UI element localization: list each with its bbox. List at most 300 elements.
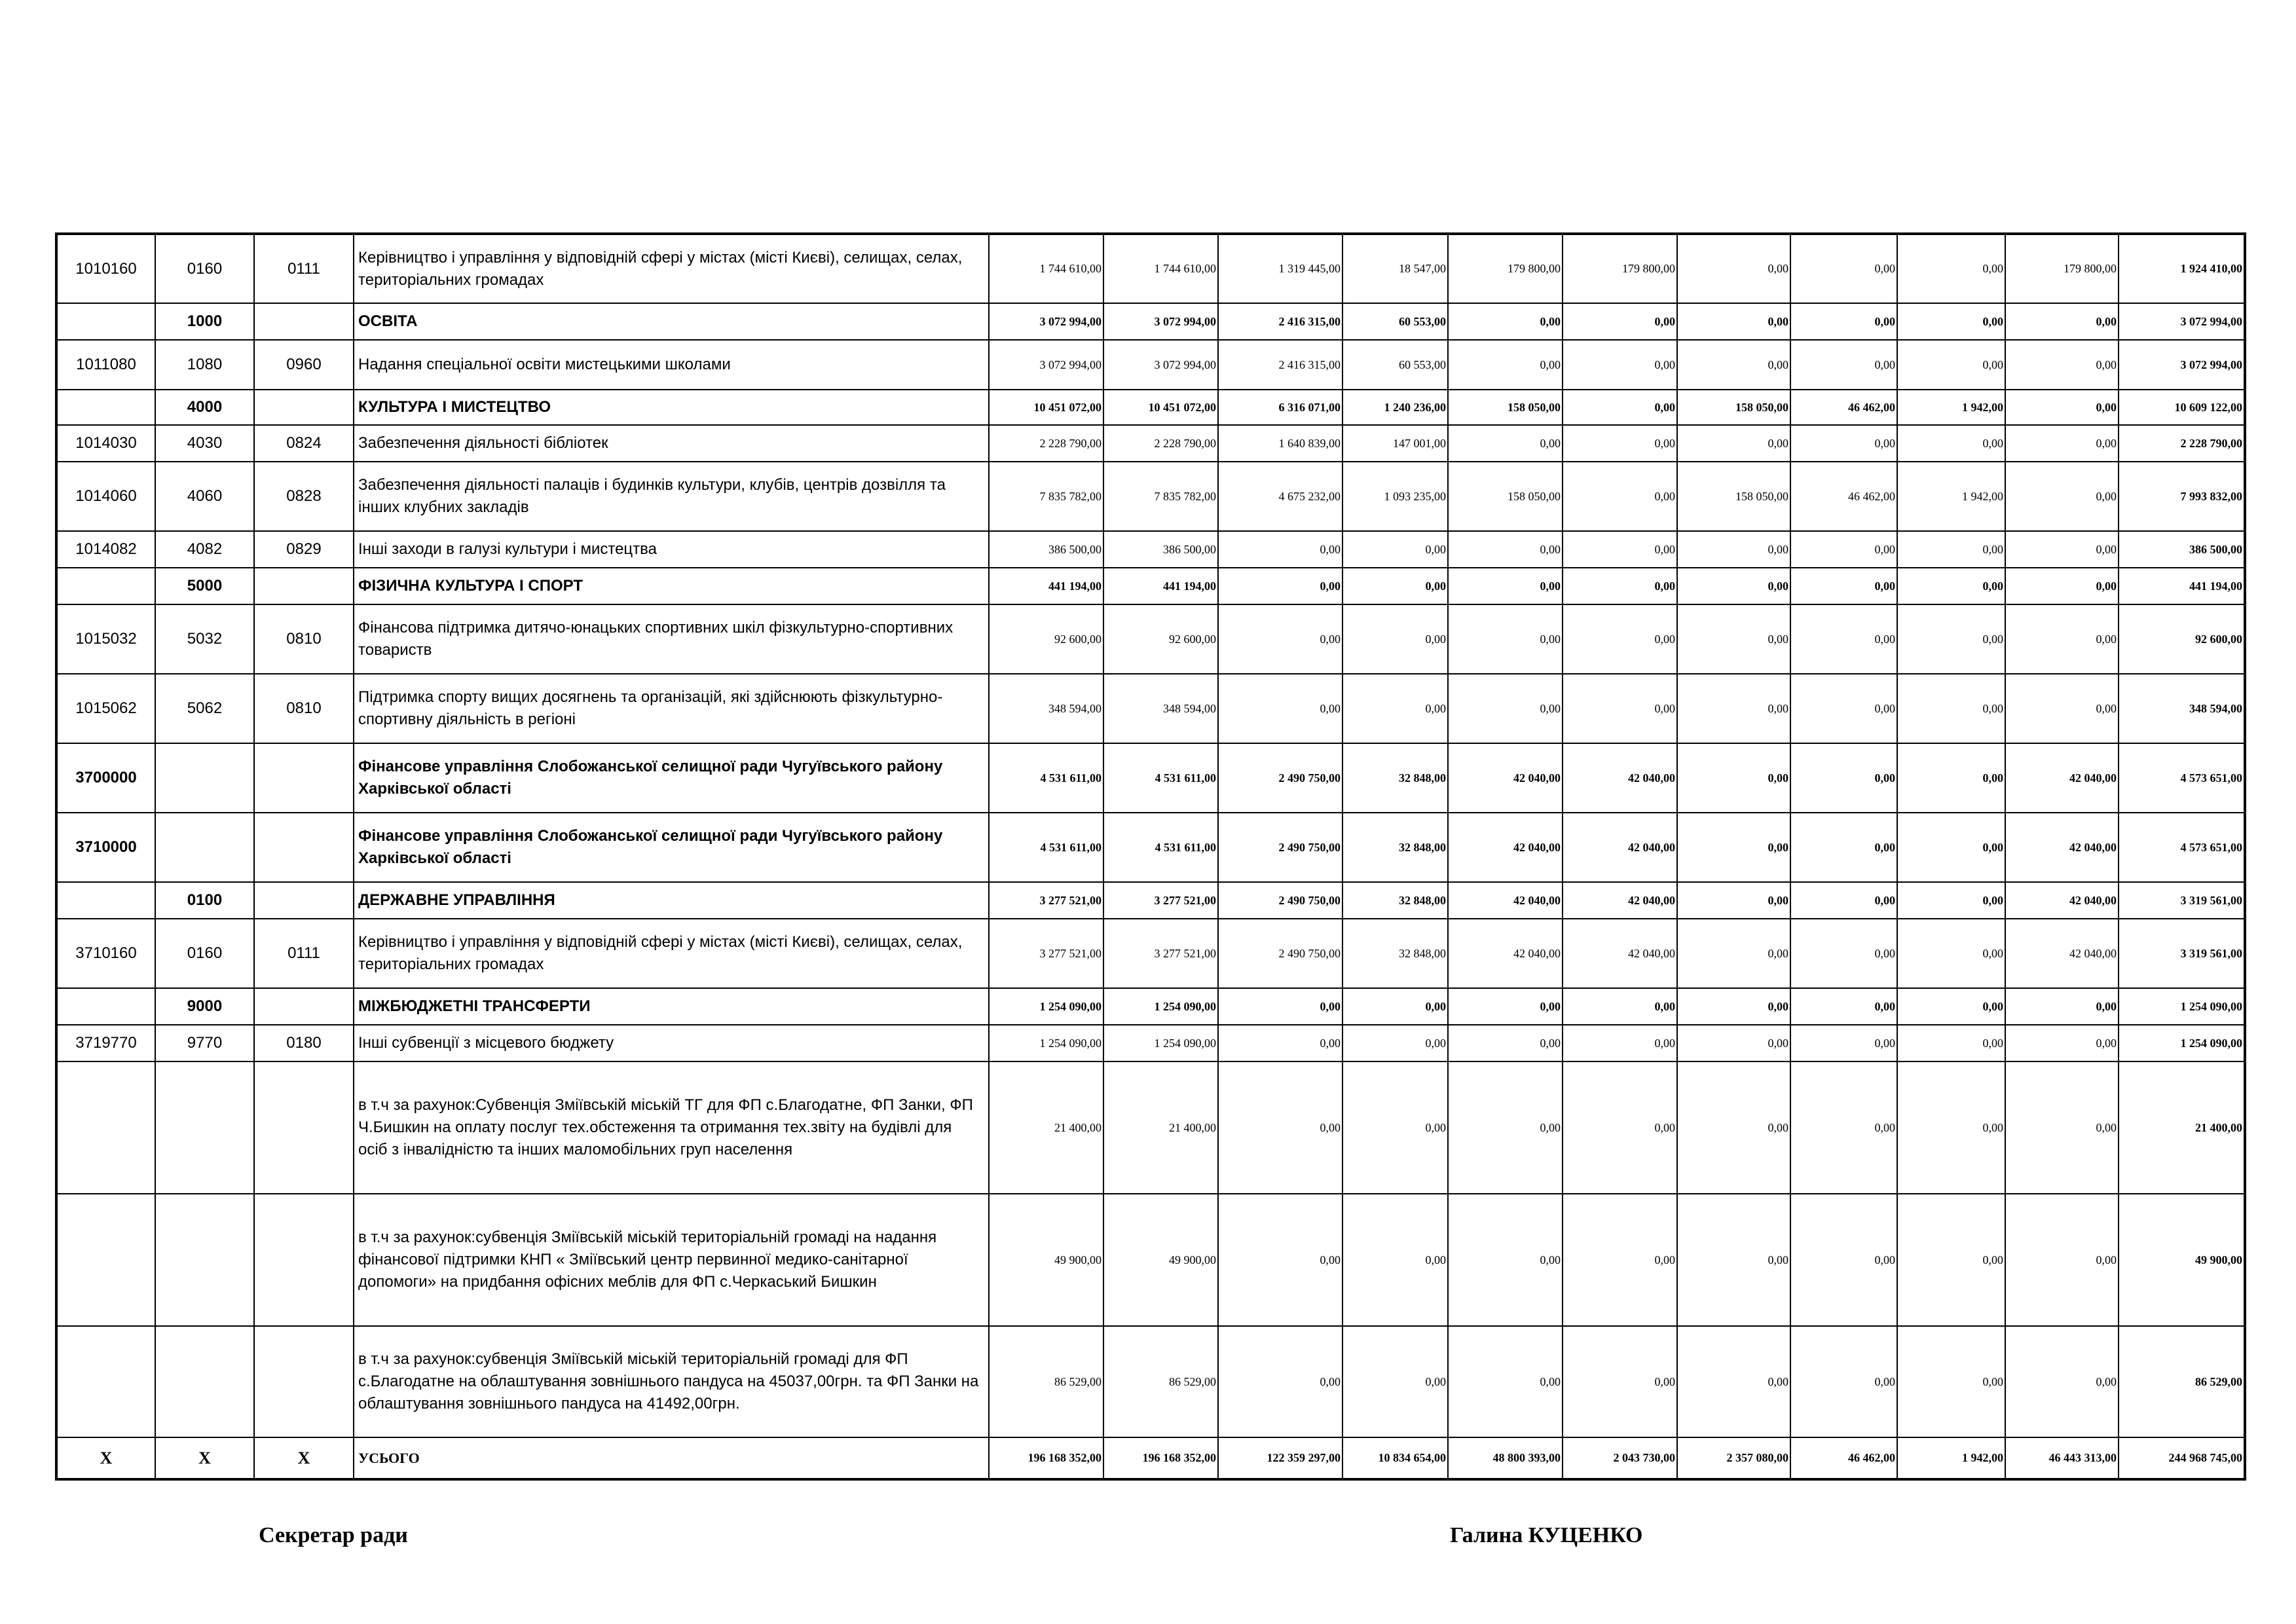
classification-code-cell: 0829	[254, 531, 354, 568]
amount-cell: 1 942,00	[1897, 462, 2005, 531]
amount-cell: 60 553,00	[1342, 340, 1448, 390]
classification-code-cell: 0111	[254, 919, 354, 988]
amount-cell: 441 194,00	[989, 568, 1103, 604]
amount-cell: 122 359 297,00	[1218, 1437, 1342, 1479]
amount-cell: 0,00	[1448, 1194, 1563, 1326]
amount-cell: 0,00	[2005, 303, 2119, 340]
amount-cell: 0,00	[1790, 813, 1897, 882]
amount-cell: 10 451 072,00	[989, 390, 1103, 425]
table-row	[56, 743, 2245, 813]
amount-cell: 0,00	[1897, 425, 2005, 462]
table-row	[56, 919, 2245, 988]
amount-cell: 0,00	[1342, 1326, 1448, 1437]
amount-cell: 1 744 610,00	[989, 234, 1103, 303]
program-code-cell: 3719770	[56, 1025, 155, 1061]
amount-cell: 0,00	[2005, 531, 2119, 568]
function-code-cell	[155, 813, 254, 882]
program-code-cell	[56, 568, 155, 604]
amount-cell: 2 357 080,00	[1677, 1437, 1790, 1479]
amount-cell: 48 800 393,00	[1448, 1437, 1563, 1479]
function-code-cell: 1000	[155, 303, 254, 340]
amount-cell: 46 462,00	[1790, 390, 1897, 425]
amount-cell: 0,00	[1790, 674, 1897, 743]
signature-person: Галина КУЦЕНКО	[1450, 1523, 1643, 1547]
amount-cell: 0,00	[1563, 674, 1677, 743]
amount-cell: 0,00	[1790, 988, 1897, 1025]
function-code-cell	[155, 1194, 254, 1326]
amount-cell: 86 529,00	[989, 1326, 1103, 1437]
program-code-cell	[56, 303, 155, 340]
amount-cell: 0,00	[1448, 988, 1563, 1025]
amount-cell: 42 040,00	[1563, 882, 1677, 919]
program-code-cell: 1014030	[56, 425, 155, 462]
amount-cell: 2 416 315,00	[1218, 340, 1342, 390]
amount-cell: 1 942,00	[1897, 1437, 2005, 1479]
amount-cell: 158 050,00	[1677, 390, 1790, 425]
amount-cell: 0,00	[2005, 1194, 2119, 1326]
item-name-cell: ДЕРЖАВНЕ УПРАВЛІННЯ	[354, 882, 989, 919]
amount-cell: 0,00	[1448, 531, 1563, 568]
amount-cell: 0,00	[1218, 531, 1342, 568]
amount-cell: 3 277 521,00	[1103, 919, 1218, 988]
amount-cell: 0,00	[2005, 390, 2119, 425]
program-code-cell	[56, 390, 155, 425]
amount-cell: 158 050,00	[1448, 462, 1563, 531]
program-code-cell: 3710160	[56, 919, 155, 988]
amount-cell: 0,00	[1790, 340, 1897, 390]
amount-cell: 4 531 611,00	[1103, 813, 1218, 882]
program-code-cell: 1015062	[56, 674, 155, 743]
total-amount-cell: 386 500,00	[2119, 531, 2245, 568]
item-name-cell: Фінансова підтримка дитячо-юнацьких спортивних шкіл фізкультурно-спортивних товариств	[354, 604, 989, 674]
amount-cell: 0,00	[1897, 531, 2005, 568]
amount-cell: 0,00	[1448, 568, 1563, 604]
program-code-cell	[56, 988, 155, 1025]
total-amount-cell: 4 573 651,00	[2119, 813, 2245, 882]
program-code-cell	[56, 882, 155, 919]
amount-cell: 0,00	[1563, 390, 1677, 425]
amount-cell: 0,00	[1342, 531, 1448, 568]
function-code-cell: 4000	[155, 390, 254, 425]
amount-cell: 0,00	[1563, 340, 1677, 390]
total-amount-cell: 7 993 832,00	[2119, 462, 2245, 531]
amount-cell: 0,00	[1897, 568, 2005, 604]
amount-cell: 0,00	[1218, 1326, 1342, 1437]
classification-code-cell: 0824	[254, 425, 354, 462]
amount-cell: 0,00	[2005, 462, 2119, 531]
amount-cell: 0,00	[1448, 604, 1563, 674]
table-row	[56, 988, 2245, 1025]
amount-cell: 0,00	[1790, 743, 1897, 813]
amount-cell: 0,00	[1448, 1025, 1563, 1061]
function-code-cell	[155, 1061, 254, 1194]
classification-code-cell	[254, 303, 354, 340]
amount-cell: 0,00	[1342, 1025, 1448, 1061]
amount-cell: 1 254 090,00	[989, 1025, 1103, 1061]
amount-cell: 0,00	[2005, 425, 2119, 462]
amount-cell: 49 900,00	[1103, 1194, 1218, 1326]
amount-cell: 0,00	[1677, 1061, 1790, 1194]
amount-cell: 4 531 611,00	[989, 743, 1103, 813]
classification-code-cell	[254, 743, 354, 813]
table-row	[56, 303, 2245, 340]
total-row	[56, 1437, 2245, 1479]
amount-cell: 2 490 750,00	[1218, 743, 1342, 813]
classification-code-cell: 0180	[254, 1025, 354, 1061]
amount-cell: 0,00	[1677, 988, 1790, 1025]
amount-cell: 0,00	[1563, 1025, 1677, 1061]
amount-cell: 0,00	[1677, 674, 1790, 743]
amount-cell: 60 553,00	[1342, 303, 1448, 340]
function-code-cell: 0160	[155, 919, 254, 988]
amount-cell: 0,00	[1342, 988, 1448, 1025]
amount-cell: 0,00	[1448, 425, 1563, 462]
amount-cell: 0,00	[1897, 303, 2005, 340]
amount-cell: 6 316 071,00	[1218, 390, 1342, 425]
total-amount-cell: 49 900,00	[2119, 1194, 2245, 1326]
amount-cell: 0,00	[2005, 674, 2119, 743]
amount-cell: 441 194,00	[1103, 568, 1218, 604]
table-row	[56, 1194, 2245, 1326]
amount-cell: 179 800,00	[2005, 234, 2119, 303]
amount-cell: 3 072 994,00	[1103, 340, 1218, 390]
amount-cell: 42 040,00	[2005, 882, 2119, 919]
amount-cell: 10 834 654,00	[1342, 1437, 1448, 1479]
table-row	[56, 1061, 2245, 1194]
amount-cell: 0,00	[1563, 988, 1677, 1025]
function-code-cell: 5032	[155, 604, 254, 674]
amount-cell: 49 900,00	[989, 1194, 1103, 1326]
amount-cell: 3 072 994,00	[989, 340, 1103, 390]
amount-cell: 348 594,00	[1103, 674, 1218, 743]
amount-cell: 0,00	[1790, 531, 1897, 568]
amount-cell: 92 600,00	[1103, 604, 1218, 674]
amount-cell: 42 040,00	[2005, 813, 2119, 882]
total-amount-cell: 3 319 561,00	[2119, 919, 2245, 988]
amount-cell: 3 277 521,00	[1103, 882, 1218, 919]
amount-cell: 0,00	[1563, 462, 1677, 531]
amount-cell: 3 072 994,00	[989, 303, 1103, 340]
table-row	[56, 1025, 2245, 1061]
amount-cell: 0,00	[1897, 988, 2005, 1025]
amount-cell: 4 675 232,00	[1218, 462, 1342, 531]
program-code-cell: 1014060	[56, 462, 155, 531]
total-amount-cell: 3 072 994,00	[2119, 303, 2245, 340]
amount-cell: 196 168 352,00	[1103, 1437, 1218, 1479]
amount-cell: 0,00	[2005, 988, 2119, 1025]
amount-cell: 0,00	[1677, 340, 1790, 390]
amount-cell: 0,00	[1790, 1061, 1897, 1194]
amount-cell: 0,00	[1790, 1025, 1897, 1061]
function-code-cell: 0160	[155, 234, 254, 303]
table-row	[56, 425, 2245, 462]
amount-cell: 0,00	[1677, 919, 1790, 988]
amount-cell: 0,00	[1790, 568, 1897, 604]
amount-cell: 46 462,00	[1790, 1437, 1897, 1479]
amount-cell: 1 640 839,00	[1218, 425, 1342, 462]
amount-cell: 0,00	[1563, 1326, 1677, 1437]
amount-cell: 0,00	[1897, 1061, 2005, 1194]
amount-cell: 2 228 790,00	[989, 425, 1103, 462]
amount-cell: 0,00	[1677, 303, 1790, 340]
function-code-cell: 9000	[155, 988, 254, 1025]
amount-cell: 21 400,00	[1103, 1061, 1218, 1194]
classification-code-cell	[254, 1326, 354, 1437]
amount-cell: 0,00	[1897, 340, 2005, 390]
amount-cell: 0,00	[1563, 1194, 1677, 1326]
total-amount-cell: 244 968 745,00	[2119, 1437, 2245, 1479]
amount-cell: 0,00	[1790, 1194, 1897, 1326]
amount-cell: 32 848,00	[1342, 813, 1448, 882]
item-name-cell: Забезпечення діяльності бібліотек	[354, 425, 989, 462]
amount-cell: 32 848,00	[1342, 919, 1448, 988]
amount-cell: 0,00	[1790, 604, 1897, 674]
amount-cell: 1 254 090,00	[1103, 988, 1218, 1025]
amount-cell: 21 400,00	[989, 1061, 1103, 1194]
amount-cell: 158 050,00	[1448, 390, 1563, 425]
total-amount-cell: 4 573 651,00	[2119, 743, 2245, 813]
classification-code-cell	[254, 882, 354, 919]
amount-cell: 0,00	[1790, 882, 1897, 919]
amount-cell: 0,00	[1677, 568, 1790, 604]
function-code-cell: 0100	[155, 882, 254, 919]
amount-cell: 0,00	[1342, 674, 1448, 743]
table-row	[56, 234, 2245, 303]
classification-code-cell	[254, 988, 354, 1025]
amount-cell: 86 529,00	[1103, 1326, 1218, 1437]
item-name-cell: Підтримка спорту вищих досягнень та організацій, які здійснюють фізкультурно-спортивну діяльність в регіоні	[354, 674, 989, 743]
item-name-cell: КУЛЬТУРА І МИСТЕЦТВО	[354, 390, 989, 425]
amount-cell: 42 040,00	[1563, 743, 1677, 813]
program-code-cell: 1015032	[56, 604, 155, 674]
amount-cell: 0,00	[1677, 743, 1790, 813]
amount-cell: 0,00	[1677, 813, 1790, 882]
table-row	[56, 462, 2245, 531]
amount-cell: 1 254 090,00	[989, 988, 1103, 1025]
amount-cell: 7 835 782,00	[1103, 462, 1218, 531]
item-name-cell: Інші субвенції з місцевого бюджету	[354, 1025, 989, 1061]
classification-code-cell: 0810	[254, 674, 354, 743]
budget-table	[55, 232, 2246, 1481]
program-code-cell: X	[56, 1437, 155, 1479]
total-amount-cell: 10 609 122,00	[2119, 390, 2245, 425]
amount-cell: 0,00	[1218, 604, 1342, 674]
amount-cell: 0,00	[1790, 234, 1897, 303]
amount-cell: 0,00	[1563, 1061, 1677, 1194]
amount-cell: 4 531 611,00	[989, 813, 1103, 882]
item-name-cell: Керівництво і управління у відповідній сфері у містах (місті Києві), селищах, селах, територіальних громадах	[354, 919, 989, 988]
amount-cell: 0,00	[1218, 1025, 1342, 1061]
amount-cell: 196 168 352,00	[989, 1437, 1103, 1479]
item-name-cell: в т.ч за рахунок:субвенція Зміївській міській територіальній громаді на надання фінансової підтримки КНП « Зміївський центр первинної медико-санітарної допомоги» на придбання офісних меблів для ФП с.Черкаський Бишкин	[354, 1194, 989, 1326]
amount-cell: 179 800,00	[1563, 234, 1677, 303]
total-amount-cell: 21 400,00	[2119, 1061, 2245, 1194]
amount-cell: 1 744 610,00	[1103, 234, 1218, 303]
amount-cell: 0,00	[1897, 743, 2005, 813]
amount-cell: 0,00	[1342, 604, 1448, 674]
amount-cell: 42 040,00	[2005, 919, 2119, 988]
amount-cell: 42 040,00	[1448, 813, 1563, 882]
amount-cell: 46 443 313,00	[2005, 1437, 2119, 1479]
classification-code-cell: 0828	[254, 462, 354, 531]
function-code-cell: 4082	[155, 531, 254, 568]
amount-cell: 46 462,00	[1790, 462, 1897, 531]
total-amount-cell: 1 254 090,00	[2119, 1025, 2245, 1061]
program-code-cell: 3700000	[56, 743, 155, 813]
amount-cell: 1 942,00	[1897, 390, 2005, 425]
amount-cell: 0,00	[1563, 425, 1677, 462]
table-row	[56, 340, 2245, 390]
amount-cell: 42 040,00	[1448, 882, 1563, 919]
amount-cell: 0,00	[1563, 531, 1677, 568]
amount-cell: 0,00	[1563, 604, 1677, 674]
amount-cell: 3 277 521,00	[989, 882, 1103, 919]
amount-cell: 42 040,00	[1448, 919, 1563, 988]
table-row	[56, 813, 2245, 882]
amount-cell: 0,00	[2005, 604, 2119, 674]
function-code-cell	[155, 1326, 254, 1437]
item-name-cell: ФІЗИЧНА КУЛЬТУРА І СПОРТ	[354, 568, 989, 604]
function-code-cell	[155, 743, 254, 813]
table-row	[56, 604, 2245, 674]
amount-cell: 1 254 090,00	[1103, 1025, 1218, 1061]
amount-cell: 1 093 235,00	[1342, 462, 1448, 531]
amount-cell: 18 547,00	[1342, 234, 1448, 303]
item-name-cell: Керівництво і управління у відповідній сфері у містах (місті Києві), селищах, селах, територіальних громадах	[354, 234, 989, 303]
classification-code-cell	[254, 390, 354, 425]
amount-cell: 0,00	[2005, 1326, 2119, 1437]
table-row	[56, 1326, 2245, 1437]
classification-code-cell: X	[254, 1437, 354, 1479]
amount-cell: 0,00	[1342, 1061, 1448, 1194]
function-code-cell: 5000	[155, 568, 254, 604]
amount-cell: 42 040,00	[2005, 743, 2119, 813]
program-code-cell: 1014082	[56, 531, 155, 568]
amount-cell: 0,00	[2005, 568, 2119, 604]
total-amount-cell: 3 319 561,00	[2119, 882, 2245, 919]
amount-cell: 0,00	[1897, 919, 2005, 988]
amount-cell: 0,00	[1342, 1194, 1448, 1326]
function-code-cell: 9770	[155, 1025, 254, 1061]
item-name-cell: УСЬОГО	[354, 1437, 989, 1479]
program-code-cell	[56, 1061, 155, 1194]
amount-cell: 3 277 521,00	[989, 919, 1103, 988]
amount-cell: 0,00	[1897, 1326, 2005, 1437]
amount-cell: 4 531 611,00	[1103, 743, 1218, 813]
program-code-cell: 1011080	[56, 340, 155, 390]
function-code-cell: 5062	[155, 674, 254, 743]
total-amount-cell: 1 254 090,00	[2119, 988, 2245, 1025]
amount-cell: 0,00	[1448, 1061, 1563, 1194]
amount-cell: 0,00	[1790, 425, 1897, 462]
amount-cell: 0,00	[1677, 1194, 1790, 1326]
item-name-cell: Фінансове управління Слобожанської селищної ради Чугуївського району Харківської області	[354, 813, 989, 882]
amount-cell: 0,00	[1790, 1326, 1897, 1437]
amount-cell: 0,00	[1218, 568, 1342, 604]
amount-cell: 32 848,00	[1342, 882, 1448, 919]
amount-cell: 0,00	[1677, 234, 1790, 303]
amount-cell: 2 490 750,00	[1218, 882, 1342, 919]
amount-cell: 32 848,00	[1342, 743, 1448, 813]
item-name-cell: в т.ч за рахунок:субвенція Зміївській міській територіальній громаді для ФП с.Благодатне на облаштування зовнішнього пандуса на 45037,00грн. та ФП Занки на облаштування зовнішнього пандуса на 41492,00грн.	[354, 1326, 989, 1437]
classification-code-cell	[254, 1194, 354, 1326]
total-amount-cell: 441 194,00	[2119, 568, 2245, 604]
amount-cell: 0,00	[1677, 882, 1790, 919]
table-row	[56, 531, 2245, 568]
amount-cell: 2 416 315,00	[1218, 303, 1342, 340]
amount-cell: 0,00	[1897, 1025, 2005, 1061]
amount-cell: 42 040,00	[1563, 919, 1677, 988]
amount-cell: 2 228 790,00	[1103, 425, 1218, 462]
amount-cell: 0,00	[2005, 1061, 2119, 1194]
program-code-cell	[56, 1194, 155, 1326]
total-amount-cell: 1 924 410,00	[2119, 234, 2245, 303]
amount-cell: 0,00	[1897, 604, 2005, 674]
classification-code-cell	[254, 568, 354, 604]
function-code-cell: 1080	[155, 340, 254, 390]
total-amount-cell: 3 072 994,00	[2119, 340, 2245, 390]
amount-cell: 0,00	[2005, 1025, 2119, 1061]
amount-cell: 348 594,00	[989, 674, 1103, 743]
function-code-cell: X	[155, 1437, 254, 1479]
total-amount-cell: 92 600,00	[2119, 604, 2245, 674]
amount-cell: 0,00	[1218, 1194, 1342, 1326]
amount-cell: 0,00	[1563, 303, 1677, 340]
signature-role: Секретар ради	[259, 1523, 408, 1547]
amount-cell: 0,00	[1897, 1194, 2005, 1326]
amount-cell: 0,00	[1677, 1025, 1790, 1061]
item-name-cell: Забезпечення діяльності палаців i будинків культури, клубів, центрів дозвілля та iнших клубних закладів	[354, 462, 989, 531]
program-code-cell	[56, 1326, 155, 1437]
amount-cell: 0,00	[1448, 674, 1563, 743]
amount-cell: 0,00	[2005, 340, 2119, 390]
amount-cell: 0,00	[1897, 234, 2005, 303]
classification-code-cell	[254, 1061, 354, 1194]
table-row	[56, 674, 2245, 743]
amount-cell: 0,00	[1677, 1326, 1790, 1437]
table-row	[56, 882, 2245, 919]
total-amount-cell: 86 529,00	[2119, 1326, 2245, 1437]
amount-cell: 179 800,00	[1448, 234, 1563, 303]
amount-cell: 42 040,00	[1448, 743, 1563, 813]
classification-code-cell: 0111	[254, 234, 354, 303]
classification-code-cell: 0960	[254, 340, 354, 390]
amount-cell: 2 043 730,00	[1563, 1437, 1677, 1479]
amount-cell: 0,00	[1563, 568, 1677, 604]
amount-cell: 10 451 072,00	[1103, 390, 1218, 425]
program-code-cell: 1010160	[56, 234, 155, 303]
table-row	[56, 390, 2245, 425]
amount-cell: 2 490 750,00	[1218, 919, 1342, 988]
item-name-cell: Фінансове управління Слобожанської селищної ради Чугуївського району Харківської області	[354, 743, 989, 813]
amount-cell: 0,00	[1448, 303, 1563, 340]
table-row	[56, 568, 2245, 604]
total-amount-cell: 348 594,00	[2119, 674, 2245, 743]
amount-cell: 92 600,00	[989, 604, 1103, 674]
amount-cell: 0,00	[1790, 919, 1897, 988]
amount-cell: 0,00	[1677, 425, 1790, 462]
amount-cell: 0,00	[1218, 674, 1342, 743]
amount-cell: 0,00	[1897, 674, 2005, 743]
amount-cell: 1 240 236,00	[1342, 390, 1448, 425]
total-amount-cell: 2 228 790,00	[2119, 425, 2245, 462]
classification-code-cell	[254, 813, 354, 882]
function-code-cell: 4060	[155, 462, 254, 531]
item-name-cell: МІЖБЮДЖЕТНІ ТРАНСФЕРТИ	[354, 988, 989, 1025]
amount-cell: 3 072 994,00	[1103, 303, 1218, 340]
amount-cell: 386 500,00	[989, 531, 1103, 568]
amount-cell: 0,00	[1677, 531, 1790, 568]
